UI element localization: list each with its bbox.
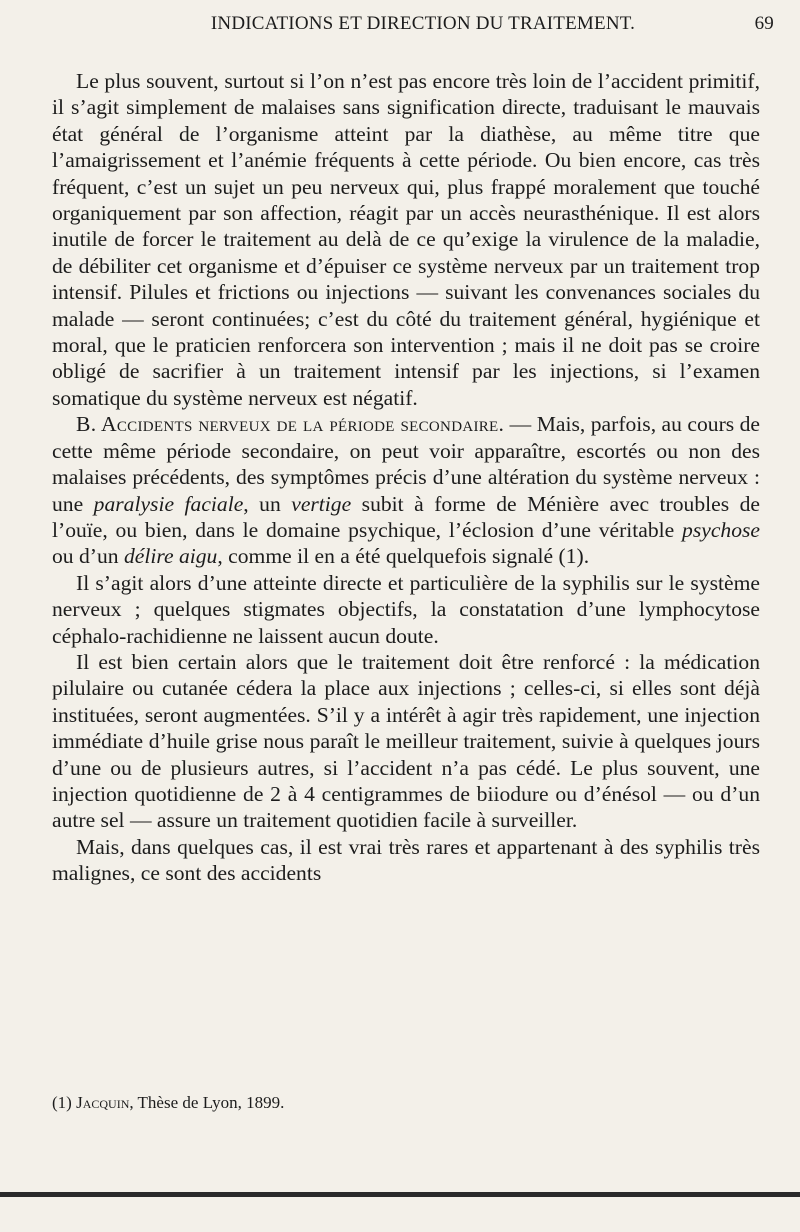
footnote	[52, 1092, 760, 1114]
paragraph	[52, 411, 760, 569]
text-span: ou d’un	[52, 544, 124, 569]
footnote-text: , Thèse de Lyon, 1899.	[129, 1093, 285, 1112]
page-edge-rule	[0, 1192, 800, 1197]
running-title: INDICATIONS ET DIRECTION DU TRAITEMENT.	[210, 13, 636, 34]
body-text	[52, 68, 760, 887]
paragraph: Il s’agit alors d’une atteinte directe et particulière de la syphilis sur le système nerveux ; quelques stigmates objectifs, la constatation d’une lymphocytose céphalo-rachidienne ne laissent aucun doute.	[52, 570, 760, 648]
italic-term: psychose	[682, 517, 760, 542]
italic-term: délire aigu	[123, 544, 218, 569]
page-number: 69	[754, 13, 774, 34]
running-header	[72, 6, 774, 42]
footnote-author: Jacquin	[76, 1093, 130, 1112]
italic-term: vertige	[291, 491, 352, 516]
paragraph: Il est bien certain alors que le traitement doit être renforcé : la médication pilulaire ou cutanée cédera la place aux injections ; celles-ci, si elles sont déjà instituées, seront augmentées. S’il y a intérêt à agir très rapidement, une injection immédiate d’huile grise nous paraît le meilleur traitement, suivie à quelques jours d’une ou de plusieurs autres, si l’accident n’a pas cédé. Le plus souvent, une injection quotidienne de 2 à 4 centigrammes de biiodure ou d’énésol — ou d’un autre sel — assure un traitement quotidien facile à surveiller.	[52, 649, 760, 833]
italic-term: paralysie faciale	[93, 491, 244, 516]
section-heading: B. Accidents nerveux de la période secondaire.	[76, 412, 505, 437]
paragraph: Mais, dans quelques cas, il est vrai très rares et appartenant à des syphilis très malignes, ce sont des accidents	[52, 834, 760, 886]
footnote-marker: (1)	[52, 1093, 77, 1112]
text-span: , comme il en a été quelquefois signalé (1).	[217, 544, 590, 569]
text-span: — Mais, parfois, au cours de cette même période secondaire, on peut voir apparaître, escortés ou non des malaises précédents, des symptômes précis d’une altération du système nerveux : une	[52, 412, 760, 516]
text-span: , un	[243, 491, 292, 516]
text-span: subit à forme de Ménière avec troubles de l’ouïe, ou bien, dans le domaine psychique, l’éclosion d’une véritable	[52, 491, 760, 542]
paragraph: Le plus souvent, surtout si l’on n’est pas encore très loin de l’accident primitif, il s’agit simplement de malaises sans signification directe, traduisant le mauvais état général de l’organisme atteint par la diathèse, au même titre que l’amaigrissement et l’anémie fréquents à cette période. Ou bien encore, cas très fréquent, c’est un sujet un peu nerveux qui, plus frappé moralement que touché organiquement par son affection, réagit par un accès neurasthénique. Il est alors inutile de forcer le traitement au delà de ce qu’exige la virulence de la maladie, de débiliter cet organisme et d’épuiser ce système nerveux par un traitement trop intensif. Pilules et frictions ou injections — suivant les convenances sociales du malade — seront continuées; c’est du côté du traitement général, hygiénique et moral, que le praticien renforcera son intervention ; mais il ne doit pas se croire obligé de sacrifier à un traitement intensif par les injections, si l’examen somatique du système nerveux est négatif.	[52, 69, 760, 410]
